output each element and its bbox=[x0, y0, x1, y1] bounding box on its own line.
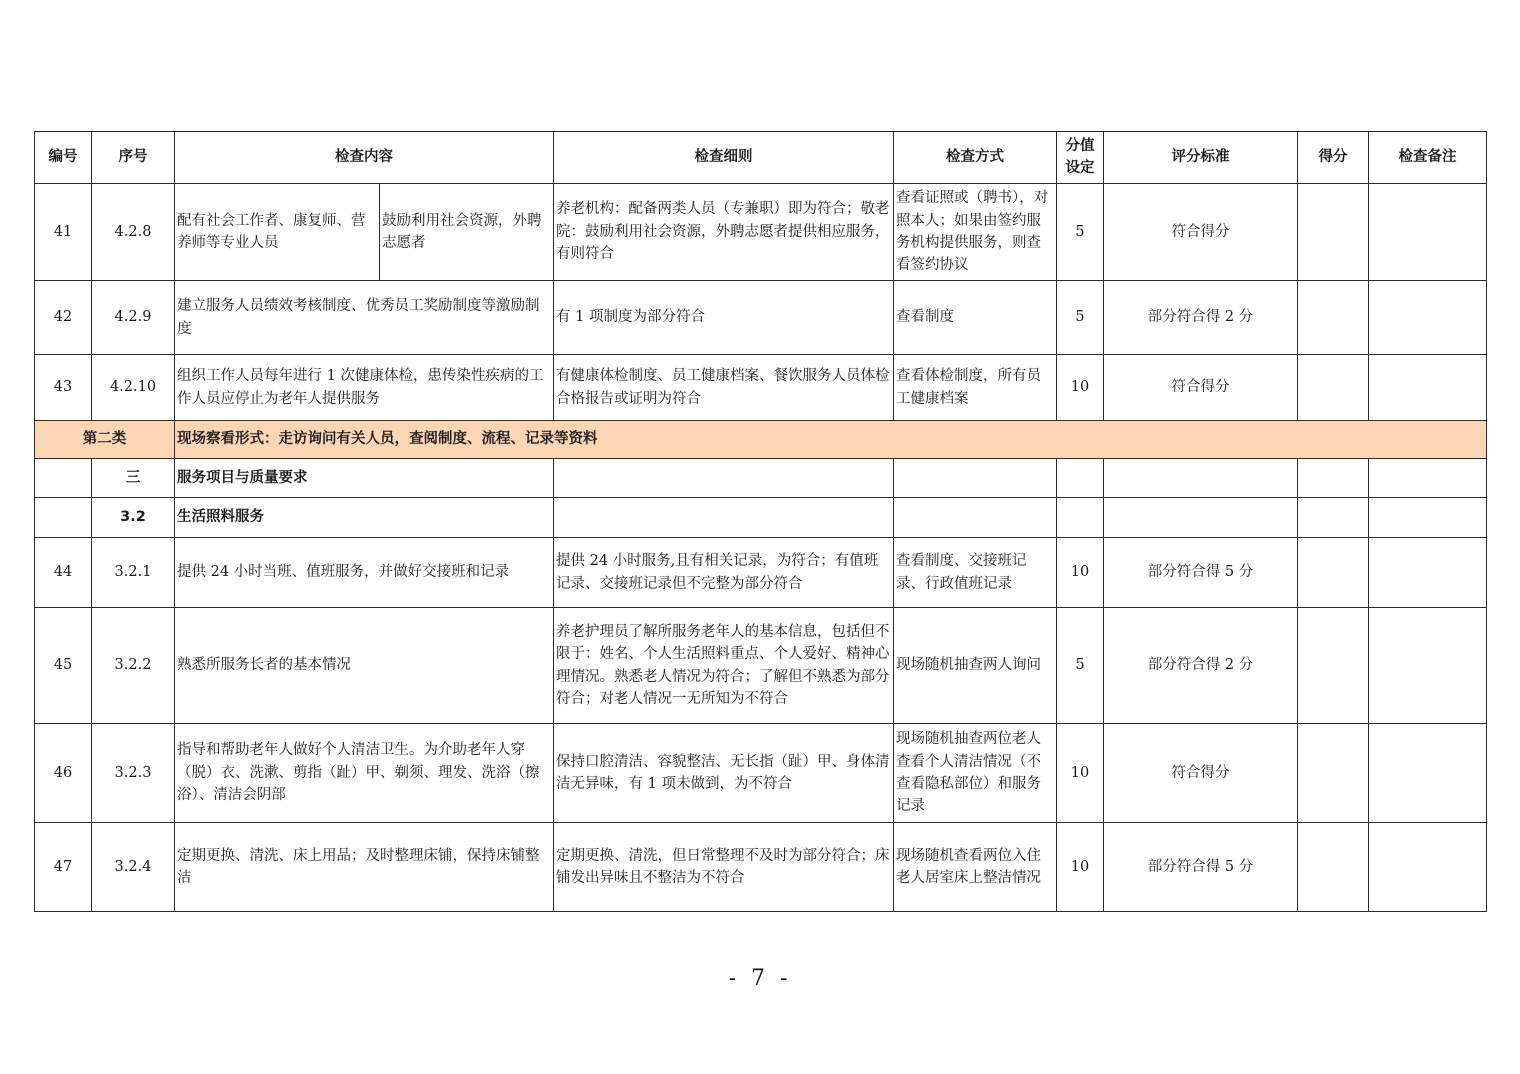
section-seq: 三 bbox=[92, 459, 175, 498]
row-content: 配有社会工作者、康复师、营养师等专业人员 bbox=[175, 184, 380, 281]
row-seq: 4.2.10 bbox=[92, 355, 175, 421]
category-label: 第二类 bbox=[35, 421, 175, 459]
row-score-set: 10 bbox=[1057, 724, 1104, 823]
row-criteria: 部分符合得 2 分 bbox=[1104, 608, 1298, 724]
row-remark[interactable] bbox=[1369, 184, 1487, 281]
row-score[interactable] bbox=[1298, 724, 1369, 823]
row-no: 42 bbox=[35, 281, 92, 355]
row-score[interactable] bbox=[1298, 281, 1369, 355]
row-criteria: 符合得分 bbox=[1104, 355, 1298, 421]
header-no: 编号 bbox=[35, 132, 92, 184]
row-detail: 提供 24 小时服务,且有相关记录，为符合；有值班记录、交接班记录但不完整为部分符合 bbox=[554, 538, 894, 608]
row-score-set: 10 bbox=[1057, 355, 1104, 421]
row-score-set: 5 bbox=[1057, 608, 1104, 724]
row-criteria: 部分符合得 2 分 bbox=[1104, 281, 1298, 355]
row-detail: 养老机构：配备两类人员（专兼职）即为符合；敬老院：鼓励利用社会资源，外聘志愿者提供相应服务，有则符合 bbox=[554, 184, 894, 281]
page-number: - 7 - bbox=[728, 966, 792, 991]
table-row bbox=[35, 823, 1487, 912]
table-row bbox=[35, 608, 1487, 724]
row-no: 45 bbox=[35, 608, 92, 724]
row-no: 43 bbox=[35, 355, 92, 421]
row-detail: 有 1 项制度为部分符合 bbox=[554, 281, 894, 355]
header-seq: 序号 bbox=[92, 132, 175, 184]
row-content-extra: 鼓励利用社会资源，外聘志愿者 bbox=[380, 184, 554, 281]
row-seq: 3.2.2 bbox=[92, 608, 175, 724]
row-detail: 定期更换、清洗，但日常整理不及时为部分符合；床铺发出异味且不整洁为不符合 bbox=[554, 823, 894, 912]
table-row bbox=[35, 538, 1487, 608]
row-method: 查看体检制度，所有员工健康档案 bbox=[894, 355, 1057, 421]
row-remark[interactable] bbox=[1369, 823, 1487, 912]
row-score[interactable] bbox=[1298, 823, 1369, 912]
row-remark[interactable] bbox=[1369, 608, 1487, 724]
subsection-title: 生活照料服务 bbox=[175, 498, 554, 538]
header-remark: 检查备注 bbox=[1369, 132, 1487, 184]
table-row bbox=[35, 184, 1487, 281]
row-method: 查看制度 bbox=[894, 281, 1057, 355]
category-row bbox=[35, 421, 1487, 459]
row-method: 现场随机查看两位入住老人居室床上整洁情况 bbox=[894, 823, 1057, 912]
row-criteria: 符合得分 bbox=[1104, 724, 1298, 823]
row-method: 查看证照或（聘书），对照本人；如果由签约服务机构提供服务，则查看签约协议 bbox=[894, 184, 1057, 281]
row-no: 41 bbox=[35, 184, 92, 281]
header-row bbox=[35, 132, 1487, 184]
row-score-set: 5 bbox=[1057, 281, 1104, 355]
row-no: 46 bbox=[35, 724, 92, 823]
header-criteria: 评分标准 bbox=[1104, 132, 1298, 184]
row-content: 熟悉所服务长者的基本情况 bbox=[175, 608, 554, 724]
row-method: 现场随机抽查两位老人查看个人清洁情况（不查看隐私部位）和服务记录 bbox=[894, 724, 1057, 823]
header-score: 得分 bbox=[1298, 132, 1369, 184]
row-detail: 养老护理员了解所服务老年人的基本信息，包括但不限于：姓名、个人生活照料重点、个人爱好、精神心理情况。熟悉老人情况为符合；了解但不熟悉为部分符合；对老人情况一无所知为不符合 bbox=[554, 608, 894, 724]
row-seq: 3.2.3 bbox=[92, 724, 175, 823]
row-score[interactable] bbox=[1298, 538, 1369, 608]
table-row bbox=[35, 724, 1487, 823]
row-score[interactable] bbox=[1298, 355, 1369, 421]
row-criteria: 部分符合得 5 分 bbox=[1104, 823, 1298, 912]
category-text: 现场察看形式：走访询问有关人员，查阅制度、流程、记录等资料 bbox=[175, 421, 1487, 459]
row-content: 指导和帮助老年人做好个人清洁卫生。为介助老年人穿（脱）衣、洗漱、剪指（趾）甲、剃须、理发、洗浴（擦浴）、清洁会阴部 bbox=[175, 724, 554, 823]
row-seq: 3.2.1 bbox=[92, 538, 175, 608]
header-score-set: 分值设定 bbox=[1057, 132, 1104, 184]
row-content: 组织工作人员每年进行 1 次健康体检，患传染性疾病的工作人员应停止为老年人提供服务 bbox=[175, 355, 554, 421]
row-content: 提供 24 小时当班、值班服务，并做好交接班和记录 bbox=[175, 538, 554, 608]
header-content: 检查内容 bbox=[175, 132, 554, 184]
row-method: 查看制度、交接班记录、行政值班记录 bbox=[894, 538, 1057, 608]
row-score-set: 5 bbox=[1057, 184, 1104, 281]
row-no: 47 bbox=[35, 823, 92, 912]
row-criteria: 部分符合得 5 分 bbox=[1104, 538, 1298, 608]
row-content: 建立服务人员绩效考核制度、优秀员工奖励制度等激励制度 bbox=[175, 281, 554, 355]
table-row bbox=[35, 281, 1487, 355]
row-remark[interactable] bbox=[1369, 724, 1487, 823]
row-score[interactable] bbox=[1298, 608, 1369, 724]
row-remark[interactable] bbox=[1369, 281, 1487, 355]
row-remark[interactable] bbox=[1369, 355, 1487, 421]
table-row bbox=[35, 355, 1487, 421]
row-no: 44 bbox=[35, 538, 92, 608]
row-seq: 4.2.8 bbox=[92, 184, 175, 281]
row-score[interactable] bbox=[1298, 184, 1369, 281]
row-detail: 有健康体检制度、员工健康档案、餐饮服务人员体检合格报告或证明为符合 bbox=[554, 355, 894, 421]
row-criteria: 符合得分 bbox=[1104, 184, 1298, 281]
subsection-seq: 3.2 bbox=[92, 498, 175, 538]
section-title: 服务项目与质量要求 bbox=[175, 459, 554, 498]
row-method: 现场随机抽查两人询问 bbox=[894, 608, 1057, 724]
row-detail: 保持口腔清洁、容貌整洁、无长指（趾）甲、身体清洁无异味，有 1 项未做到，为不符合 bbox=[554, 724, 894, 823]
header-method: 检查方式 bbox=[894, 132, 1057, 184]
section-row bbox=[35, 459, 1487, 498]
row-content: 定期更换、清洗、床上用品；及时整理床铺，保持床铺整洁 bbox=[175, 823, 554, 912]
header-detail: 检查细则 bbox=[554, 132, 894, 184]
inspection-table bbox=[34, 131, 1487, 912]
row-seq: 4.2.9 bbox=[92, 281, 175, 355]
row-score-set: 10 bbox=[1057, 538, 1104, 608]
subsection-row bbox=[35, 498, 1487, 538]
row-score-set: 10 bbox=[1057, 823, 1104, 912]
row-seq: 3.2.4 bbox=[92, 823, 175, 912]
row-remark[interactable] bbox=[1369, 538, 1487, 608]
